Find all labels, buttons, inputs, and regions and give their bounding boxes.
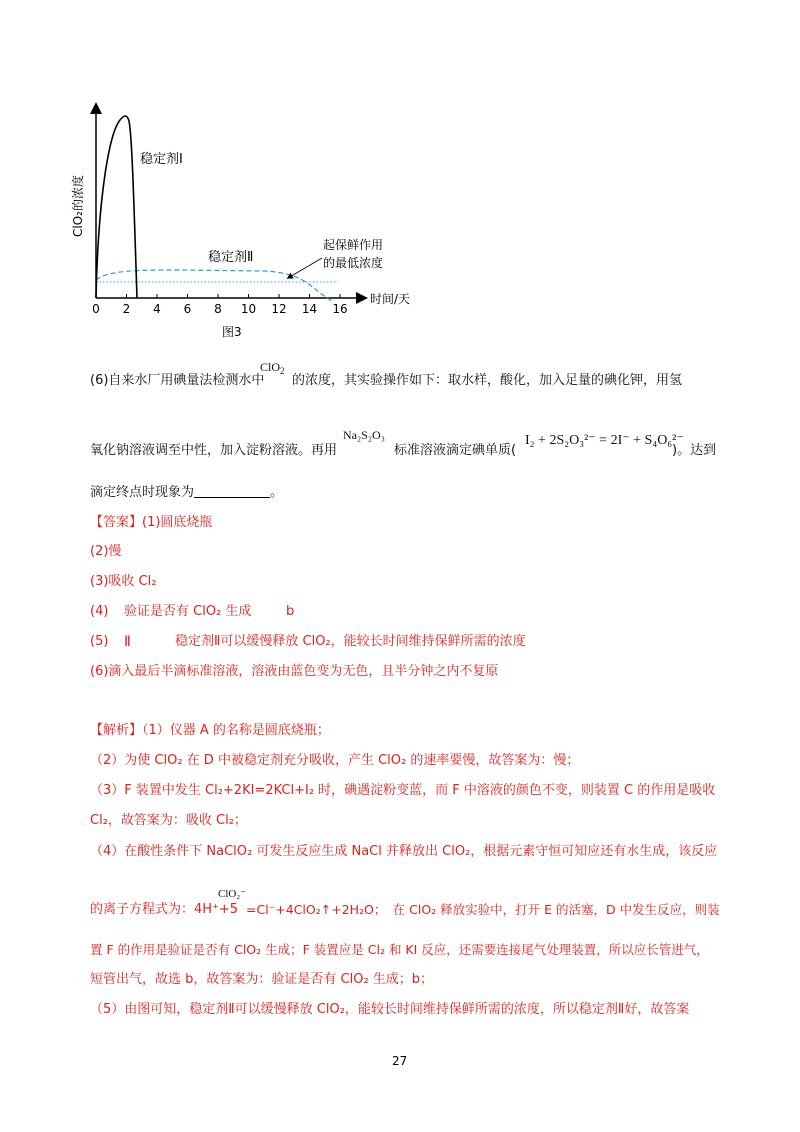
x-tick-label: 14 xyxy=(301,302,318,316)
annotation-arrow xyxy=(288,258,322,278)
x-tick-label: 10 xyxy=(240,302,257,316)
x-tick-label: 12 xyxy=(271,302,287,316)
answer-3: (3)吸收 Cl₂ xyxy=(90,574,157,589)
x-tick-label: 0 xyxy=(92,302,100,316)
analysis-line9: （5）由图可知，稳定剂Ⅱ可以缓慢释放 ClO₂，能较长时间维持保鲜所需的浓度，所以稳定剂Ⅱ好，故答案 xyxy=(90,1002,690,1017)
question6-line2-c: )。达到 xyxy=(672,443,717,458)
stabilizer-2-curve xyxy=(96,270,332,301)
answer-4-num: (4) xyxy=(90,604,109,619)
question6-line2-b: 标准溶液滴定碘单质( xyxy=(394,443,517,458)
analysis-line3: （3）F 装置中发生 Cl₂+2KI=2KCl+I₂ 时，碘遇淀粉变蓝，而 F 中溶液的颜色不变，则装置 C 的作用是吸收 xyxy=(90,783,716,798)
answer-header: 【答案】(1)圆底烧瓶 xyxy=(90,515,213,530)
question6-line1-rest: 的浓度，其实验操作如下：取水样，酸化，加入足量的碘化钾，用氢 xyxy=(292,373,683,388)
answer-5-text: 稳定剂Ⅱ可以缓慢释放 ClO₂，能较长时间维持保鲜所需的浓度 xyxy=(175,634,526,649)
annotation-line2: 的最低浓度 xyxy=(323,256,384,270)
analysis-line4: Cl₂，故答案为：吸收 Cl₂； xyxy=(90,813,247,828)
analysis-line2: （2）为使 ClO₂ 在 D 中被稳定剂充分吸收，产生 ClO₂ 的速率要慢，故答案为：慢； xyxy=(90,753,580,768)
titration-equation: I₂ + 2S₂O₃²⁻ = 2I⁻ + S₄O₆²⁻ xyxy=(525,433,684,448)
chlorite-ion-formula: ClO₂⁻ xyxy=(218,888,246,900)
x-tick-label: 16 xyxy=(332,302,348,316)
clo2-concentration-figure xyxy=(60,95,420,345)
x-axis-label: 时间/天 xyxy=(370,292,411,306)
label-stabilizer-2: 稳定剂Ⅱ xyxy=(208,250,254,265)
question6-line3: 滴定终点时现象为 。 xyxy=(90,485,284,500)
answer-blank xyxy=(194,485,270,498)
question6-line1: (6)自来水厂用碘量法检测水中 xyxy=(90,373,265,388)
answer-6: (6)滴入最后半滴标准溶液，溶液由蓝色变为无色，且半分钟之内不复原 xyxy=(90,664,499,679)
x-tick-label: 8 xyxy=(214,302,222,316)
answer-4-text: 验证是否有 ClO₂ 生成 xyxy=(124,604,252,619)
label-stabilizer-1: 稳定剂Ⅰ xyxy=(140,152,183,167)
y-axis-label: ClO₂的浓度 xyxy=(71,175,85,237)
clo2-formula: ClO$_2$ xyxy=(260,360,285,376)
analysis-line7: 置 F 的作用是验证是否有 ClO₂ 生成；F 装置应是 Cl₂ 和 KI 反应，还需要连接尾气处理装置，所以应长管进气， xyxy=(90,942,709,957)
x-tick-label: 4 xyxy=(153,302,161,316)
answer-5-choice: Ⅱ xyxy=(124,634,131,650)
analysis-line6-a: 的离子方程式为：4H⁺+5 xyxy=(90,902,239,917)
answer-4-choice: b xyxy=(286,604,295,619)
figure-caption: 图3 xyxy=(222,325,242,339)
analysis-line1: 【解析】（1）仪器 A 的名称是圆底烧瓶； xyxy=(90,723,330,738)
page-number: 27 xyxy=(392,1054,408,1068)
question6-line2-a: 氧化钠溶液调至中性，加入淀粉溶液。再用 xyxy=(90,443,338,458)
x-tick-label: 2 xyxy=(122,302,131,316)
na2s2o3-formula: Na₂S₂O₃ xyxy=(343,428,385,442)
answer-5-num: (5) xyxy=(90,634,109,649)
analysis-line8: 短管出气，故选 b，故答案为：验证是否有 ClO₂ 生成；b； xyxy=(90,972,434,987)
annotation-line1: 起保鲜作用 xyxy=(323,238,384,252)
analysis-line6-b: =Cl⁻+4ClO₂↑+2H₂O； 在 ClO₂ 释放实验中，打开 E 的活塞，D 中发生反应，则装 xyxy=(246,902,720,917)
analysis-line5: （4）在酸性条件下 NaClO₂ 可发生反应生成 NaCl 并释放出 ClO₂，根据元素守恒可知应还有水生成，该反应 xyxy=(90,844,718,859)
x-tick-label: 6 xyxy=(183,302,192,316)
answer-2: (2)慢 xyxy=(90,544,122,559)
